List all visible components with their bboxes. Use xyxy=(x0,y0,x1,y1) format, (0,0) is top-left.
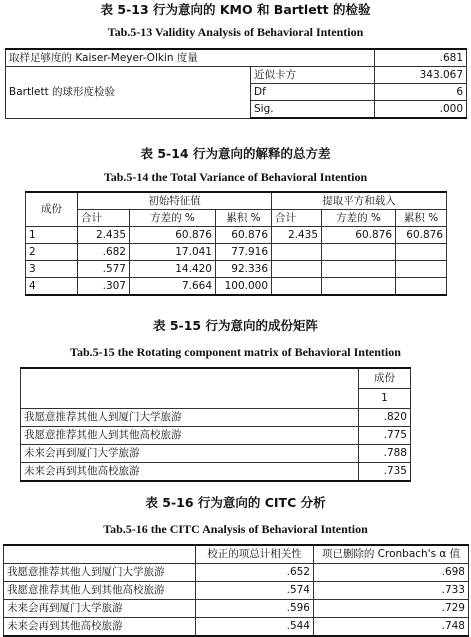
t13-kmo-label: 取样足够度的 Kaiser-Meyer-Olkin 度量 xyxy=(6,49,375,67)
t16-table xyxy=(3,544,469,637)
t14-cell: 60.876 xyxy=(130,227,216,244)
table-row xyxy=(26,227,447,244)
t16-header-row xyxy=(4,545,469,564)
t14-title-cn: 表 5-14 行为意向的解释的总方差 xyxy=(140,146,331,161)
t13-title-cn: 表 5-13 行为意向的 KMO 和 Bartlett 的检验 xyxy=(100,2,371,17)
table-row xyxy=(26,261,447,278)
t13-stat-label: 近似卡方 xyxy=(251,67,375,84)
t16-item-label: 我愿意推荐其他人到其他高校旅游 xyxy=(4,582,196,600)
t16-alpha-value: .748 xyxy=(314,618,469,637)
t15-subheader: 1 xyxy=(359,389,411,409)
t14-cell: 92.336 xyxy=(216,261,272,278)
t14-cell: 60.876 xyxy=(216,227,272,244)
t14-subheader: 方差的 % xyxy=(130,210,216,227)
t14-subheader: 方差的 % xyxy=(322,210,396,227)
table-row xyxy=(4,564,469,582)
t16-citc-value: .574 xyxy=(196,582,314,600)
t14-cell xyxy=(322,244,396,261)
t14-cell: .307 xyxy=(78,278,130,296)
t15-item-value: .735 xyxy=(359,463,411,482)
t13-row xyxy=(6,67,467,84)
t13-stat-label: Df xyxy=(251,84,375,101)
t15-item-label: 未来会再到厦门大学旅游 xyxy=(21,445,359,463)
t16-title-cn: 表 5-16 行为意向的 CITC 分析 xyxy=(145,495,326,510)
table-row xyxy=(26,278,447,296)
t14-subheader: 累积 % xyxy=(396,210,447,227)
t16-citc-value: .544 xyxy=(196,618,314,637)
table-row xyxy=(21,445,411,463)
t14-cell: 77.916 xyxy=(216,244,272,261)
t16-title-en: Tab.5-16 the CITC Analysis of Behavioral Intention xyxy=(103,522,368,536)
t16-alpha-value: .729 xyxy=(314,600,469,618)
t13-bartlett-label: Bartlett 的球形度检验 xyxy=(6,67,251,119)
t14-cell xyxy=(322,278,396,296)
t14-group-initial: 初始特征值 xyxy=(78,192,272,210)
t15-header-blank xyxy=(21,368,359,409)
t13-title-en: Tab.5-13 Validity Analysis of Behavioral Intention xyxy=(107,25,364,39)
t16-alpha-value: .698 xyxy=(314,564,469,582)
t14-cell: 3 xyxy=(26,261,78,278)
t14-cell: 1 xyxy=(26,227,78,244)
table-row xyxy=(26,244,447,261)
t14-subheader-row xyxy=(26,210,447,227)
t14-cell xyxy=(396,261,447,278)
t16-header-alpha: 项已删除的 Cronbach's α 值 xyxy=(314,545,469,564)
t14-cell xyxy=(396,244,447,261)
t13-stat-label: Sig. xyxy=(251,101,375,119)
t15-title-en: Tab.5-15 the Rotating component matrix of Behavioral Intention xyxy=(70,345,401,359)
t14-cell xyxy=(272,244,322,261)
t14-group-extract: 提取平方和载入 xyxy=(272,192,447,210)
t13-stat-value: .000 xyxy=(375,101,467,119)
t16-item-label: 我愿意推荐其他人到厦门大学旅游 xyxy=(4,564,196,582)
t14-cell: .577 xyxy=(78,261,130,278)
t14-cell: 4 xyxy=(26,278,78,296)
t13-stat-value: 6 xyxy=(375,84,467,101)
t16-header-citc: 校正的项总计相关性 xyxy=(196,545,314,564)
table-row xyxy=(4,582,469,600)
t16-citc-value: .652 xyxy=(196,564,314,582)
t16-header-blank xyxy=(4,545,196,564)
t14-comp-header: 成份 xyxy=(26,192,78,227)
table-row xyxy=(21,463,411,482)
t14-subheader: 合计 xyxy=(78,210,130,227)
t13-kmo-row xyxy=(6,49,467,67)
t14-cell xyxy=(272,261,322,278)
t15-item-label: 未来会再到其他高校旅游 xyxy=(21,463,359,482)
t14-cell: 14.420 xyxy=(130,261,216,278)
t16-citc-value: .596 xyxy=(196,600,314,618)
t15-item-label: 我愿意推荐其他人到厦门大学旅游 xyxy=(21,409,359,427)
t14-title-en: Tab.5-14 the Total Variance of Behavioral Intention xyxy=(103,170,368,184)
t14-cell xyxy=(272,278,322,296)
t15-item-value: .775 xyxy=(359,427,411,445)
t15-title-cn: 表 5-15 行为意向的成份矩阵 xyxy=(153,318,318,333)
t15-table xyxy=(20,367,411,482)
t14-cell: 7.664 xyxy=(130,278,216,296)
t14-cell: 100.000 xyxy=(216,278,272,296)
table-row xyxy=(21,427,411,445)
t15-item-label: 我愿意推荐其他人到其他高校旅游 xyxy=(21,427,359,445)
t14-cell: 60.876 xyxy=(322,227,396,244)
t16-alpha-value: .733 xyxy=(314,582,469,600)
table-row xyxy=(4,618,469,637)
t14-cell xyxy=(322,261,396,278)
t16-item-label: 未来会再到其他高校旅游 xyxy=(4,618,196,637)
t15-item-value: .820 xyxy=(359,409,411,427)
t14-subheader: 合计 xyxy=(272,210,322,227)
t14-cell: 2 xyxy=(26,244,78,261)
t14-cell: 2.435 xyxy=(272,227,322,244)
t14-cell: 17.041 xyxy=(130,244,216,261)
t14-cell: 60.876 xyxy=(396,227,447,244)
t13-table xyxy=(5,48,467,119)
t13-stat-value: 343.067 xyxy=(375,67,467,84)
t14-table xyxy=(25,191,447,296)
table-row xyxy=(21,409,411,427)
t14-subheader: 累积 % xyxy=(216,210,272,227)
t14-cell xyxy=(396,278,447,296)
t14-cell: 2.435 xyxy=(78,227,130,244)
t16-item-label: 未来会再到厦门大学旅游 xyxy=(4,600,196,618)
t15-item-value: .788 xyxy=(359,445,411,463)
t14-cell: .682 xyxy=(78,244,130,261)
t13-kmo-value: .681 xyxy=(375,49,467,67)
t15-header: 成份 xyxy=(359,368,411,389)
table-row xyxy=(4,600,469,618)
